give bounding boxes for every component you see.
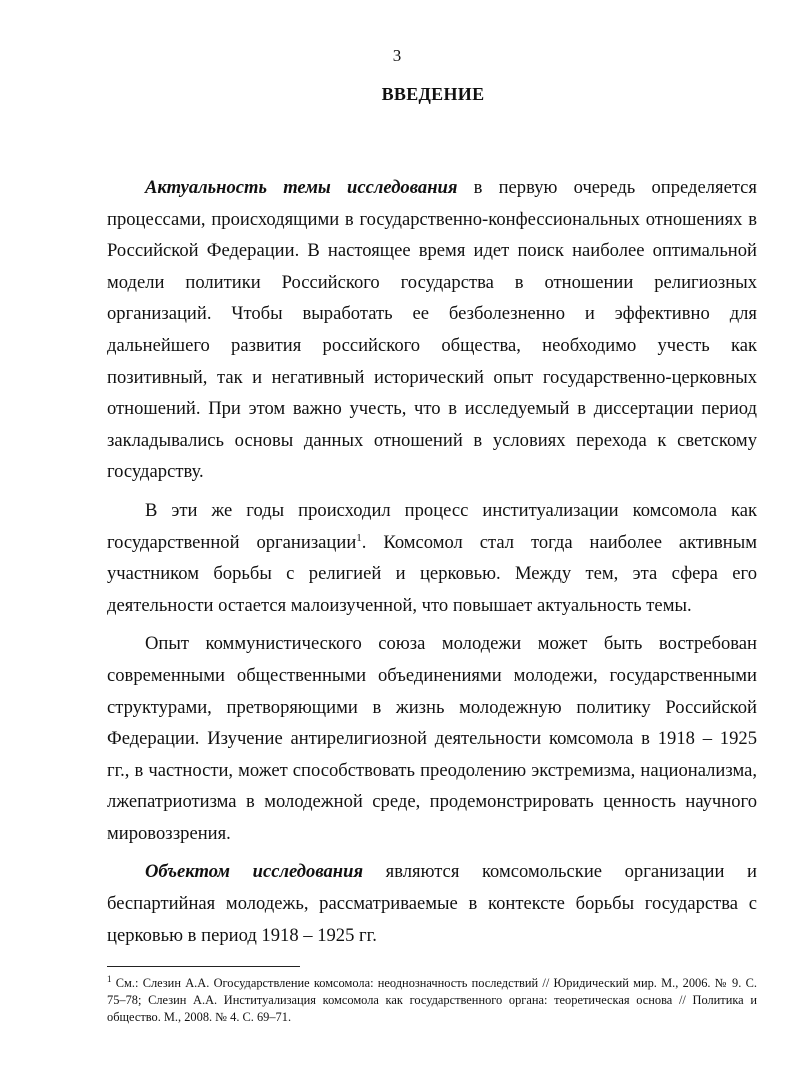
paragraph-object-text: являются комсомольские организации и беспартийная молодежь, рассматриваемые в контексте борьбы государства с церковью в период 1918 – 1925 гг. [107,861,757,946]
main-text [107,172,757,958]
paragraph-experience-text: Опыт коммунистического союза молодежи может быть востребован современными общественными объединениями молодежи, государственными структурами, претворяющими в жизнь молодежную политику Российской Федерации. Изучение антирелигиозной деятельности комсомола в 1918 – 1925 гг., в частности, может способствовать преодолению экстремизма, национализма, лжепатриотизма в молодежной среде, продемонстрировать ценность научного мировоззрения. [107,633,757,844]
paragraph-experience [107,628,757,849]
paragraph-komsomol [107,495,757,621]
paragraph-object [107,856,757,951]
term-relevance: Актуальность темы исследования [145,177,458,198]
section-heading: ВВЕДЕНИЕ [381,84,485,104]
footnote-text: См.: Слезин А.А. Огосударствление комсомола: неоднозначность последствий // Юридический мир. М., 2006. № 9. С. 75–78; Слезин А.А. Институализация комсомола как государственного органа: теоретическая основа // Политика и общество. М., 2008. № 4. С. 69–71. [107,976,757,1024]
paragraph-komsomol-text-before: В эти же годы происходил процесс институализации комсомола как государственной организации [107,499,757,553]
footnote-divider [107,966,300,967]
footnote [107,975,757,1026]
paragraph-komsomol-text-after: . Комсомол стал тогда наиболее активным участником борьбы с религией и церковью. Между тем, эта сфера его деятельности остается малоизученной, что повышает актуальность темы. [107,531,757,616]
footnote-marker: 1 [107,973,112,984]
page-number: 3 [392,46,402,65]
paragraph-relevance-text: в первую очередь определяется процессами, происходящими в государственно-конфессиональных отношениях в Российской Федерации. В настоящее время идет поиск наиболее оптимальной модели политики Российского государства в отношении религиозных организаций. Чтобы выработать ее безболезненно и эффективно для дальнейшего развития российского общества, необходимо учесть как позитивный, так и негативный исторический опыт государственно-церковных отношений. При этом важно учесть, что в исследуемый в диссертации период закладывались основы данных отношений в условиях перехода к светскому государству. [107,177,757,483]
term-object: Объектом исследования [145,861,364,883]
footnote-reference[interactable]: 1 [356,531,362,544]
paragraph-relevance [107,172,757,488]
